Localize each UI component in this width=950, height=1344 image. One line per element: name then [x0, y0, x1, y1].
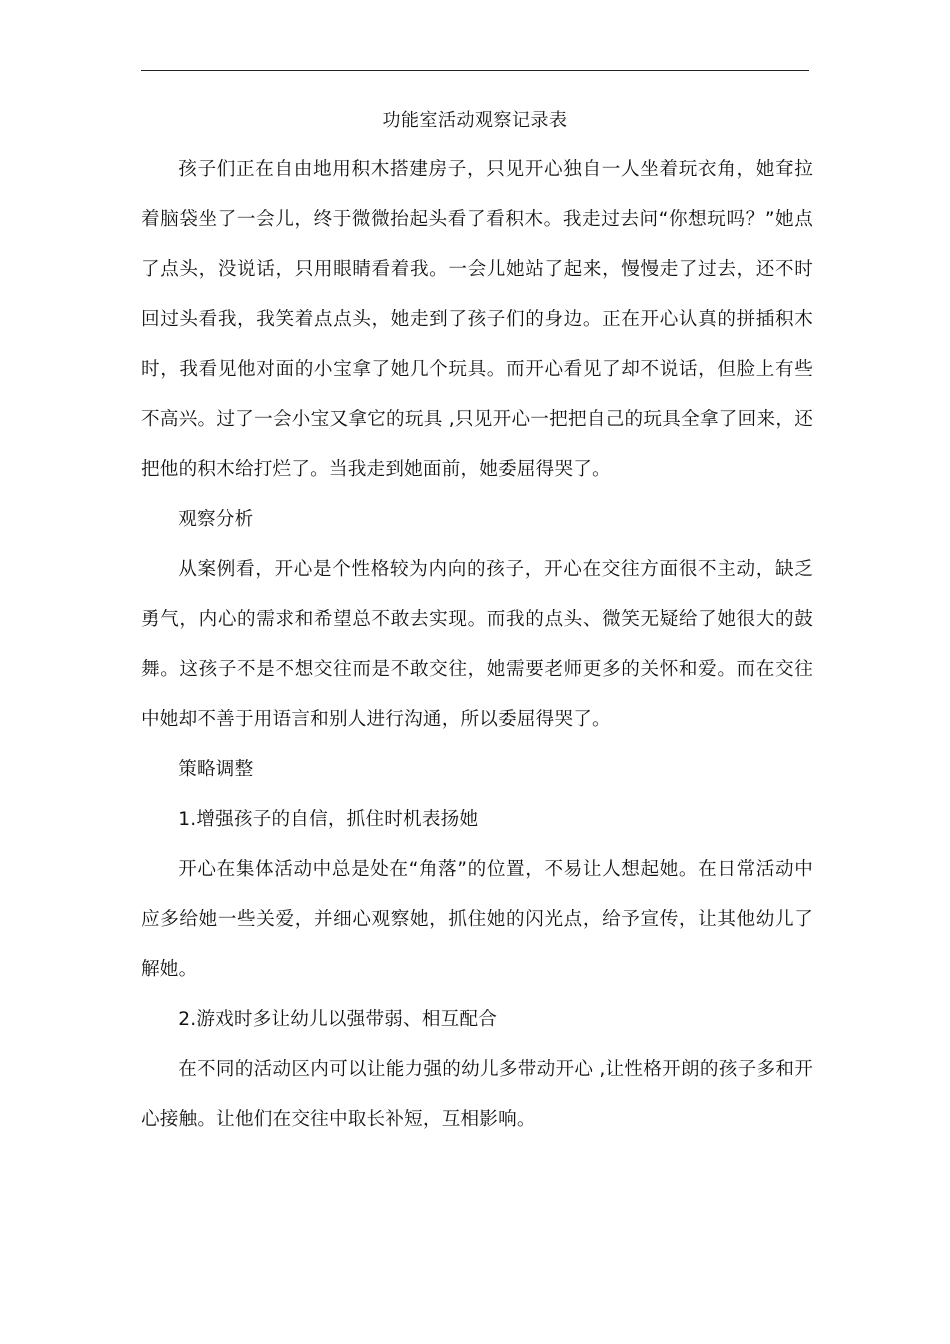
strategy-item-1-heading: 1.增强孩子的自信，抓住时机表扬她: [178, 809, 479, 830]
strategy-item-2-paragraph: 在不同的活动区内可以让能力强的幼儿多带动开心 ,让性格开朗的孩子多和开心接触。让他们在交往中取长补短，互相影响。: [141, 1059, 813, 1130]
observation-paragraph: 孩子们正在自由地用积木搭建房子，只见开心独自一人坐着玩衣角，她耷拉着脑袋坐了一会儿，终于微微抬起头看了看积木。我走过去问“你想玩吗？”她点了点头，没说话，只用眼睛看着我。一会儿她站了起来，慢慢走了过去，还不时回过头看我，我笑着点点头，她走到了孩子们的身边。正在开心认真的拼插积木时，我看见他对面的小宝拿了她几个玩具。而开心看见了却不说话，但脸上有些不高兴。过了一会小宝又拿它的玩具 ,只见开心一把把自己的玩具全拿了回来，还把他的积木给打烂了。当我走到她面前，她委屈得哭了。: [141, 159, 813, 480]
strategy-item-1-paragraph: 开心在集体活动中总是处在“角落”的位置，不易让人想起她。在日常活动中应多给她一些关爱，并细心观察她，抓住她的闪光点，给予宣传，让其他幼儿了解她。: [141, 859, 813, 980]
strategy-item-2-heading: 2.游戏时多让幼儿以强带弱、相互配合: [178, 1009, 498, 1030]
document-title: 功能室活动观察记录表: [382, 110, 568, 131]
document-body: [141, 145, 813, 1145]
section-heading-strategy: 策略调整: [178, 759, 254, 780]
analysis-paragraph: 从案例看，开心是个性格较为内向的孩子，开心在交往方面很不主动，缺乏勇气，内心的需求和希望总不敢去实现。而我的点头、微笑无疑给了她很大的鼓舞。这孩子不是不想交往而是不敢交往，她需要老师更多的关怀和爱。而在交往中她却不善于用语言和别人进行沟通，所以委屈得哭了。: [141, 559, 813, 730]
header-rule: [141, 70, 809, 71]
section-heading-analysis: 观察分析: [178, 509, 254, 530]
